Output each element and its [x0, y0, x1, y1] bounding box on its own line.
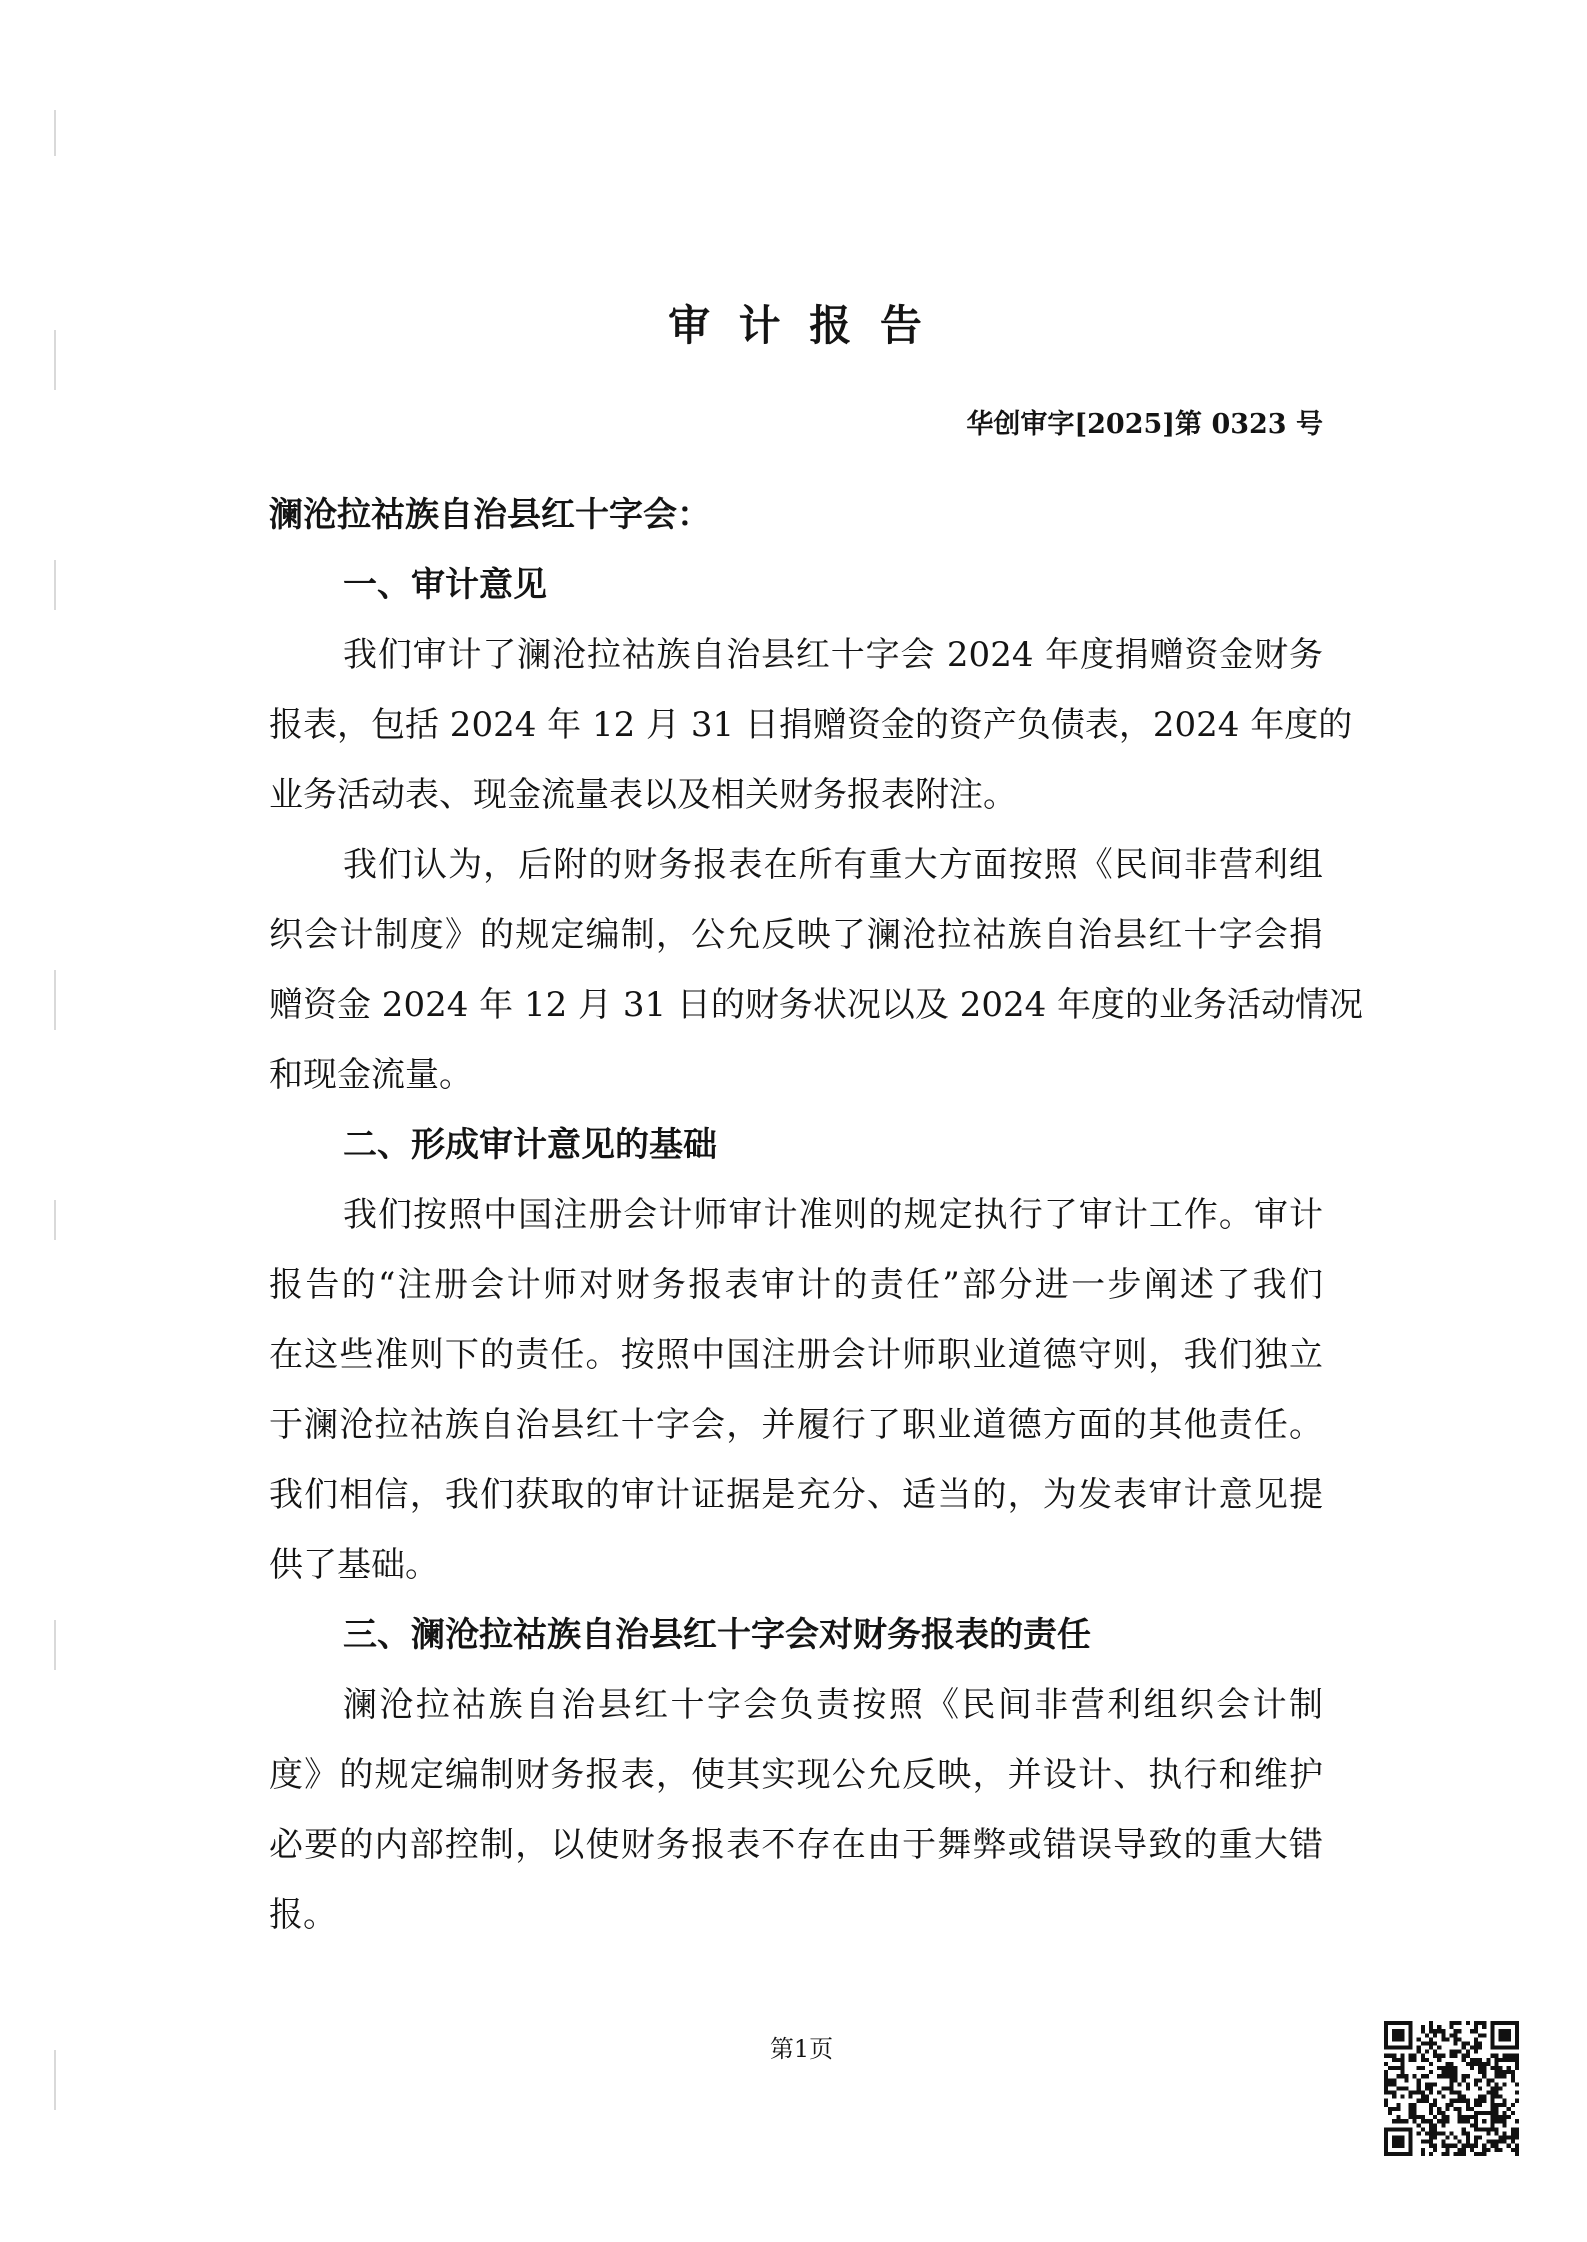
scan-mark [54, 1620, 56, 1670]
paragraph [269, 1180, 1323, 1600]
report-title: 审 计 报 告 [668, 301, 929, 350]
scan-mark [54, 1200, 56, 1240]
section-heading-audit-opinion: 一、审计意见 [343, 565, 547, 605]
paragraph-line: 赠资金 2024 年 12 月 31 日的财务状况以及 2024 年度的业务活动情况 [269, 985, 1364, 1025]
scan-mark [54, 970, 56, 1030]
paragraph-line: 必要的内部控制，以使财务报表不存在由于舞弊或错误导致的重大错 [269, 1825, 1323, 1865]
qr-code-modules [1384, 2021, 1519, 2156]
paragraph-line: 报。 [269, 1895, 337, 1935]
report-body [269, 480, 1364, 1950]
addressee: 澜沧拉祜族自治县红十字会： [269, 495, 711, 535]
paragraph-line: 在这些准则下的责任。按照中国注册会计师职业道德守则，我们独立 [269, 1335, 1323, 1375]
scan-mark [54, 560, 56, 610]
paragraph [269, 1670, 1323, 1950]
paragraph-line: 和现金流量。 [269, 1055, 473, 1095]
paragraph-line: 业务活动表、现金流量表以及相关财务报表附注。 [269, 775, 1017, 815]
paragraph [269, 830, 1364, 1110]
paragraph [269, 620, 1353, 830]
page-number: 第1页 [769, 2035, 834, 2063]
paragraph-line: 报告的“注册会计师对财务报表审计的责任”部分进一步阐述了我们 [269, 1265, 1323, 1305]
paragraph-line: 我们认为，后附的财务报表在所有重大方面按照《民间非营利组 [343, 845, 1323, 885]
section-heading-basis-for-opinion: 二、形成审计意见的基础 [343, 1125, 717, 1165]
paragraph-line: 供了基础。 [269, 1545, 439, 1585]
paragraph-line: 织会计制度》的规定编制，公允反映了澜沧拉祜族自治县红十字会捐 [269, 915, 1323, 955]
paragraph-line: 我们相信，我们获取的审计证据是充分、适当的，为发表审计意见提 [269, 1475, 1323, 1515]
report-number: 华创审字[2025]第 0323 号 [966, 409, 1323, 440]
paragraph-line: 我们按照中国注册会计师审计准则的规定执行了审计工作。审计 [343, 1195, 1323, 1235]
paragraph-line: 度》的规定编制财务报表，使其实现公允反映，并设计、执行和维护 [269, 1755, 1323, 1795]
section-heading-management-responsibility: 三、澜沧拉祜族自治县红十字会对财务报表的责任 [343, 1615, 1091, 1655]
scan-mark [54, 110, 56, 156]
paragraph-line: 澜沧拉祜族自治县红十字会负责按照《民间非营利组织会计制 [343, 1685, 1323, 1725]
paragraph-line: 报表，包括 2024 年 12 月 31 日捐赠资金的资产负债表，2024 年度的 [269, 705, 1353, 745]
paragraph-line: 我们审计了澜沧拉祜族自治县红十字会 2024 年度捐赠资金财务 [343, 635, 1323, 675]
paragraph-line: 于澜沧拉祜族自治县红十字会，并履行了职业道德方面的其他责任。 [269, 1405, 1323, 1445]
qr-code-icon [1384, 2021, 1519, 2156]
